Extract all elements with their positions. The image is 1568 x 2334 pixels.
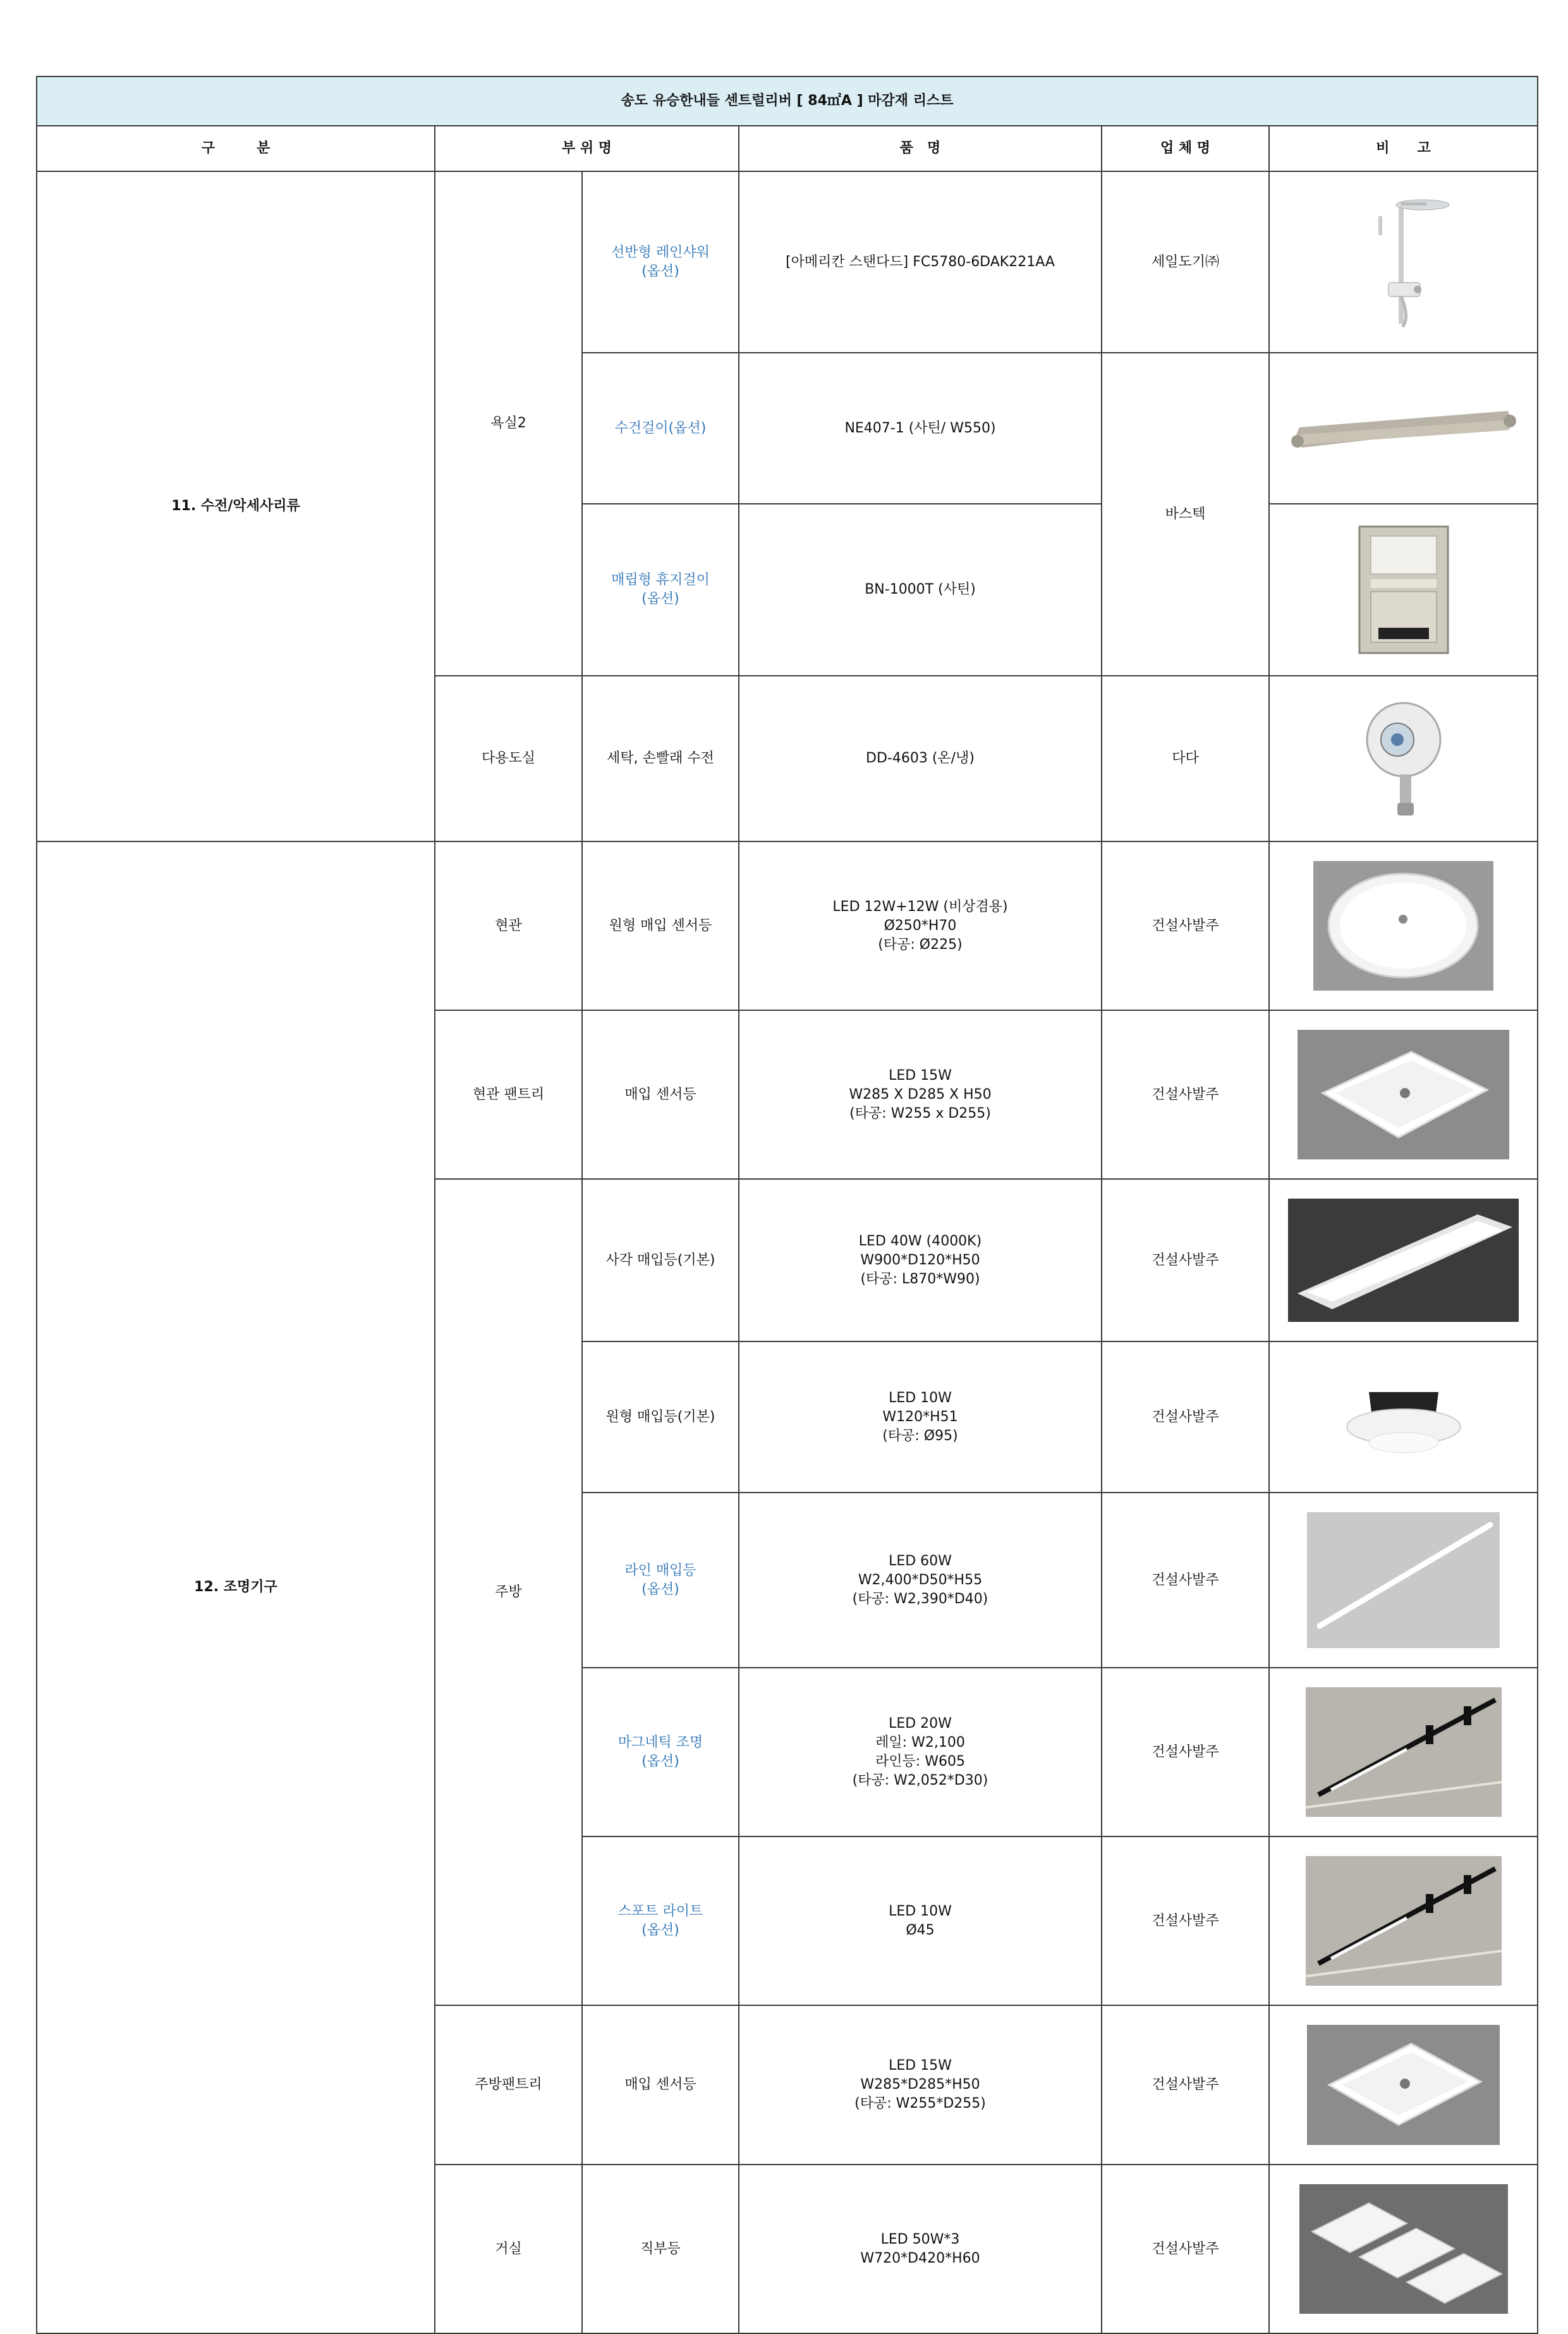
spot-light-icon xyxy=(1306,1856,1502,1986)
category-faucets: 11. 수전/악세사리류 xyxy=(37,171,435,841)
square-sensor-light-icon xyxy=(1298,1030,1509,1159)
line-light-icon xyxy=(1307,1512,1500,1648)
rain-shower-icon xyxy=(1340,191,1467,333)
vendor-name: 건설사발주 xyxy=(1102,2005,1269,2165)
product-image xyxy=(1269,1341,1538,1493)
product-spec: BN-1000T (사틴) xyxy=(739,504,1102,676)
vendor-name: 건설사발주 xyxy=(1102,2165,1269,2333)
product-spec: NE407-1 (사틴/ W550) xyxy=(739,353,1102,504)
vendor-name: 건설사발주 xyxy=(1102,1668,1269,1836)
product-spec: LED 12W+12W (비상겸용) Ø250*H70 (타공: Ø225) xyxy=(739,841,1102,1010)
product-spec: DD-4603 (온/냉) xyxy=(739,676,1102,841)
product-image xyxy=(1269,1179,1538,1341)
category-lighting: 12. 조명기구 xyxy=(37,841,435,2333)
product-spec: LED 20W 레일: W2,100 라인등: W605 (타공: W2,052*D30) xyxy=(739,1668,1102,1836)
product-image xyxy=(1269,1493,1538,1668)
item-name: 매입 센서등 xyxy=(582,1010,739,1179)
item-name: 세탁, 손빨래 수전 xyxy=(582,676,739,841)
vendor-name: 다다 xyxy=(1102,676,1269,841)
item-name: 매립형 휴지걸이 (옵션) xyxy=(582,504,739,676)
finish-materials-table xyxy=(36,76,1538,2334)
table-row xyxy=(37,171,1538,353)
vendor-name: 건설사발주 xyxy=(1102,841,1269,1010)
table-row xyxy=(37,841,1538,1010)
item-name: 스포트 라이트 (옵션) xyxy=(582,1836,739,2005)
location-entrance: 현관 xyxy=(435,841,582,1010)
product-image xyxy=(1269,171,1538,353)
header-vendor: 업 체 명 xyxy=(1102,126,1269,171)
downlight-icon xyxy=(1340,1367,1467,1468)
product-spec: LED 15W W285*D285*H50 (타공: W255*D255) xyxy=(739,2005,1102,2165)
item-name: 수건걸이(옵션) xyxy=(582,353,739,504)
product-image xyxy=(1269,676,1538,841)
item-name: 마그네틱 조명 (옵션) xyxy=(582,1668,739,1836)
header-remark: 비 고 xyxy=(1269,126,1538,171)
product-spec: LED 60W W2,400*D50*H55 (타공: W2,390*D40) xyxy=(739,1493,1102,1668)
product-image xyxy=(1269,504,1538,676)
product-image xyxy=(1269,1010,1538,1179)
ceiling-panel-light-icon xyxy=(1299,2184,1508,2314)
towel-bar-icon xyxy=(1284,391,1524,467)
item-name: 사각 매입등(기본) xyxy=(582,1179,739,1341)
location-kitchen-pantry: 주방팬트리 xyxy=(435,2005,582,2165)
location-bath2: 욕실2 xyxy=(435,171,582,676)
product-spec: LED 10W Ø45 xyxy=(739,1836,1102,2005)
product-image xyxy=(1269,1668,1538,1836)
rect-panel-light-icon xyxy=(1288,1199,1519,1322)
magnetic-track-light-icon xyxy=(1306,1687,1502,1817)
vendor-name: 세일도기㈜ xyxy=(1102,171,1269,353)
location-kitchen: 주방 xyxy=(435,1179,582,2005)
product-image xyxy=(1269,1836,1538,2005)
product-image xyxy=(1269,2165,1538,2333)
product-spec: LED 15W W285 X D285 X H50 (타공: W255 x D255) xyxy=(739,1010,1102,1179)
item-name: 매입 센서등 xyxy=(582,2005,739,2165)
item-name: 원형 매입등(기본) xyxy=(582,1341,739,1493)
wall-faucet-icon xyxy=(1353,695,1454,822)
product-image xyxy=(1269,353,1538,504)
location-entrance-pantry: 현관 팬트리 xyxy=(435,1010,582,1179)
page-title: 송도 유승한내들 센트럴리버 [ 84㎡A ] 마감재 리스트 xyxy=(37,76,1538,126)
location-living: 거실 xyxy=(435,2165,582,2333)
vendor-name: 건설사발주 xyxy=(1102,1010,1269,1179)
vendor-name: 바스텍 xyxy=(1102,353,1269,676)
item-name: 라인 매입등 (옵션) xyxy=(582,1493,739,1668)
location-utility: 다용도실 xyxy=(435,676,582,841)
vendor-name: 건설사발주 xyxy=(1102,1493,1269,1668)
square-sensor-light-icon xyxy=(1307,2025,1500,2145)
vendor-name: 건설사발주 xyxy=(1102,1179,1269,1341)
product-image xyxy=(1269,2005,1538,2165)
item-name: 원형 매입 센서등 xyxy=(582,841,739,1010)
header-location: 부 위 명 xyxy=(435,126,739,171)
header-category: 구 분 xyxy=(37,126,435,171)
item-name: 선반형 레인샤워 (옵션) xyxy=(582,171,739,353)
product-spec: LED 50W*3 W720*D420*H60 xyxy=(739,2165,1102,2333)
paper-holder-icon xyxy=(1340,523,1467,656)
vendor-name: 건설사발주 xyxy=(1102,1836,1269,2005)
round-sensor-light-icon xyxy=(1313,861,1493,991)
product-spec: [아메리칸 스탠다드] FC5780-6DAK221AA xyxy=(739,171,1102,353)
product-spec: LED 10W W120*H51 (타공: Ø95) xyxy=(739,1341,1102,1493)
product-image xyxy=(1269,841,1538,1010)
product-spec: LED 40W (4000K) W900*D120*H50 (타공: L870*W90) xyxy=(739,1179,1102,1341)
item-name: 직부등 xyxy=(582,2165,739,2333)
vendor-name: 건설사발주 xyxy=(1102,1341,1269,1493)
header-product: 품 명 xyxy=(739,126,1102,171)
